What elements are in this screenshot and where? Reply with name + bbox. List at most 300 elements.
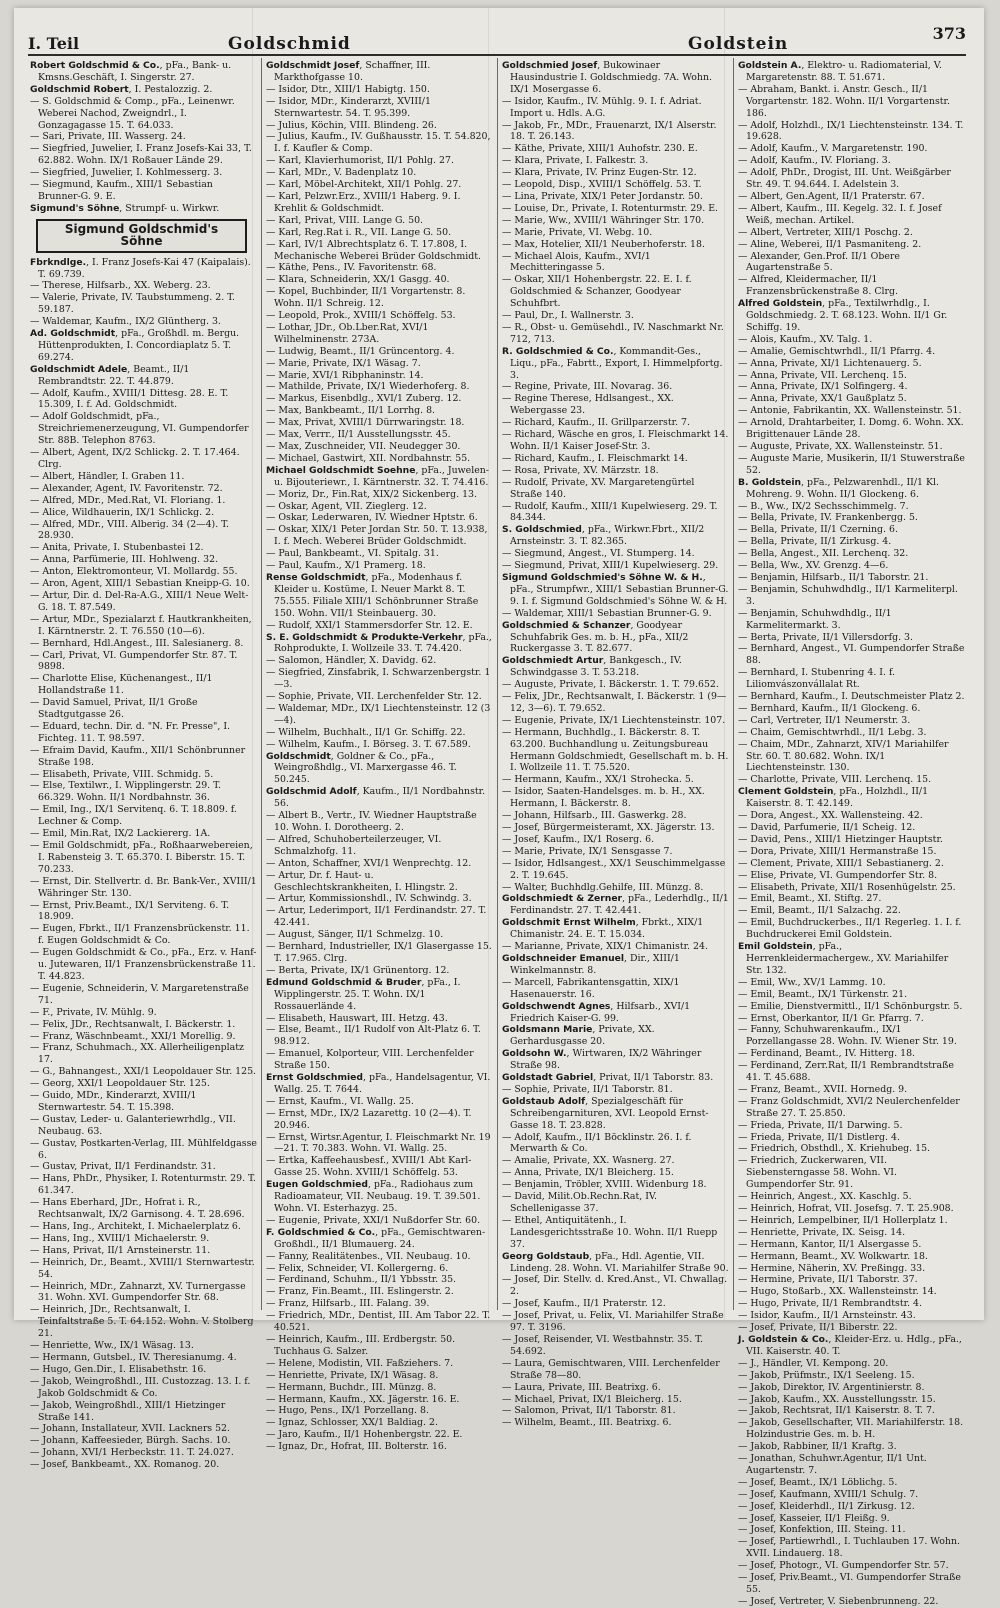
directory-entry: — Fanny, Schuhwarenkaufm., IX/1 Porzellangasse 28. Wohn. IV. Wiener Str. 19. (738, 1024, 957, 1048)
directory-entry: — Johann, Kaffeesieder, Bürgh. Sachs. 10. (30, 1435, 231, 1447)
directory-entry: — Richard, Kaufm., II. Grillparzerstr. 7. (502, 417, 690, 429)
directory-entry: — Josef, Kleiderhdl., II/1 Zirkusg. 12. (738, 1500, 915, 1512)
directory-entry: — Josef, Photogr., VI. Gumpendorfer Str. 57. (738, 1560, 949, 1572)
directory-entry: — Henriette, Private, IX/1 Wäsag. 8. (266, 1369, 439, 1381)
directory-entry: — Eugenie, Private, IX/1 Liechtensteinstr. 107. (502, 714, 726, 726)
directory-entry: — Felix, JDr., Rechtsanwalt, I. Bäckerstr. 1 (9—12, 3—6). T. 79.652. (502, 691, 727, 714)
directory-entry: — Ertka, Kaffeehausbesf., XVIII/1 Abt Karl-Gasse 25. Wohn. XVIII/1 Schöffelg. 53. (266, 1155, 472, 1179)
directory-entry: — Karl, Pelzwr.Erz., XVIII/1 Haberg. 9. I. Krehlit & Goldschmidt. (266, 190, 461, 214)
directory-entry: — Eugenie, Private, XXI/1 Nußdorfer Str. 60. (266, 1214, 481, 1226)
directory-entry: — David, Milit.Ob.Rechn.Rat, IV. Schellenigasse 37. (502, 1191, 658, 1214)
directory-entry: Sigmund Goldschmied's Söhne W. & H., pFa., Strumpfwr., XIII/1 Sebastian Brunner-G. 9. I. f. Sigmund Goldschmied's Söhne W. & H. (502, 571, 729, 607)
directory-entry: — Josef, Vertreter, V. Siebenbrunneng. 22. (738, 1595, 939, 1607)
directory-entry: — Josef, Privat, u. Felix, VI. Mariahilfer Straße 97. T. 3196. (502, 1310, 724, 1334)
directory-entry: — Klara, Schneiderin, XX/1 Gasgg. 40. (266, 274, 450, 286)
directory-entry: — Hermann, Kantor, II/1 Alsergasse 5. (738, 1238, 922, 1250)
directory-entry: — Amalie, Gemischtwrhdl., II/1 Pfarrg. 4. (738, 345, 936, 357)
directory-entry: — Jonathan, Schuhwr.Agentur, II/1 Unt. Augartenstr. 7. (738, 1453, 927, 1476)
directory-entry: — Antonie, Fabrikantin, XX. Wallensteinstr. 51. (738, 405, 962, 417)
directory-entry: — Oskar, Lederwaren, IV. Wiedner Hptstr. 6. (266, 512, 478, 524)
directory-entry: — Waldemar, Kaufm., IX/2 Glüntherg. 3. (30, 316, 221, 328)
directory-entry: — Emanuel, Kolporteur, VIII. Lerchenfelder Straße 150. (266, 1048, 474, 1072)
directory-entry: — F., Private, IV. Mühlg. 9. (30, 1006, 157, 1018)
directory-entry: — Josef, Bürgermeisteramt, XX. Jägerstr. 13. (502, 822, 715, 833)
directory-entry: Goldschmid Robert, I. Pestalozzig. 2. (30, 83, 213, 95)
directory-entry: — Isidor, Hdlsangest., XX/1 Seuschimmelgasse 2. T. 19.645. (502, 857, 726, 881)
directory-entry: — Richard, Kaufm., I. Fleischmarkt 14. (502, 452, 688, 464)
directory-entry: — Artur, Kommissionshdl., IV. Schwindg. 3. (266, 893, 472, 905)
directory-entry: — Josef, Dir. Stellv. d. Kred.Anst., VI. Chwallag. 2. (502, 1274, 728, 1298)
directory-entry: Goldschmid Adolf, Kaufm., II/1 Nordbahnstr. 56. (266, 786, 486, 810)
directory-entry: — Jakob, Kaufm., XX. Ausstellungsstr. 15. (738, 1393, 936, 1405)
directory-entry: — Chaim, Gemischtwrhdl., II/1 Lebg. 3. (738, 726, 927, 738)
directory-entry: — Marcell, Fabrikantensgattin, XIX/1 Hasenauerstr. 16. (502, 976, 680, 1000)
directory-entry: — Gustav, Leder- u. Galanteriewrhdlg., VII. Neubaug. 63. (30, 1113, 236, 1137)
directory-entry: — Albert, Agent, IX/2 Schlickg. 2. T. 17.464. Clrg. (30, 447, 240, 470)
directory-entry: — Leopold, Disp., XVIII/1 Schöffelg. 53. T. (502, 179, 702, 191)
left-running-head: Goldschmid (228, 34, 351, 54)
directory-entry: Goldstaub Adolf, Spezialgeschäft für Schreibengarnituren, XVI. Leopold Ernst-Gasse 18. T. 23.828. (502, 1095, 709, 1131)
directory-entry: — Julius, Kaufm., IV. Gußhausstr. 15. T. 54.820, I. f. Kaufler & Comp. (266, 131, 491, 155)
directory-entry: — Albert B., Vertr., IV. Wiedner Hauptstraße 10. Wohn. I. Dorotheerg. 2. (266, 810, 477, 833)
directory-entry: — Bernhard, Hdl.Angest., III. Salesianerg. 8. (30, 637, 244, 649)
directory-entry: — Hermine, Näherin, XV. Preßingg. 33. (738, 1262, 926, 1274)
directory-entry: — Alfred, Schuhoberteilerzeuger, VI. Schmalzhofg. 11. (266, 833, 442, 857)
directory-entry: — Siegfried, Zinsfabrik, I. Schwarzenbergstr. 1—3. (266, 667, 491, 691)
directory-entry: — Max, Bankbeamt., II/1 Lorrhg. 8. (266, 405, 436, 417)
directory-entry: — Helene, Modistin, VII. Faßziehers. 7. (266, 1357, 454, 1369)
directory-entry: — Laura, Private, III. Beatrixg. 6. (502, 1381, 661, 1393)
directory-entry: — Alexander, Gen.Prof. II/1 Obere Augartenstraße 5. (738, 250, 900, 274)
directory-entry: — Emil, Beamt., II/1 Salzachg. 22. (738, 905, 901, 917)
directory-entry: — Adolf Goldschmidt, pFa., Streichriemenerzeugung, VI. Gumpendorfer Str. 88B. Telephon 8763. (30, 411, 249, 447)
directory-entry: — Alice, Wildhauerin, IX/1 Schlickg. 2. (30, 506, 215, 518)
directory-entry: — Jakob, Gesellschafter, VII. Mariahilferstr. 18. Holzindustrie Ges. m. b. H. (738, 1417, 964, 1441)
directory-entry: — Josef, Partiewrhdl., I. Tuchlauben 17. Wohn. XVII. Lindauerg. 18. (738, 1536, 960, 1560)
directory-entry: — Ernst, Priv.Beamt., IX/1 Serviteng. 6. T. 18.909. (30, 899, 230, 923)
directory-entry: Fbrkndlge., I. Franz Josefs-Kai 47 (Kaipalais). T. 69.739. (30, 256, 251, 280)
directory-entry: — Siegmund, Privat, XIII/1 Kupelwieserg. 29. (502, 560, 719, 572)
directory-entry: — Anna, Private, XI/1 Lichtenauerg. 5. (738, 357, 922, 369)
directory-entry: B. Goldstein, pFa., Pelzwarenhdl., II/1 Kl. Mohreng. 9. Wohn. II/1 Glockeng. 6. (738, 476, 939, 500)
directory-entry: — Georg, XXI/1 Leopoldauer Str. 125. (30, 1078, 210, 1090)
directory-entry: — Adolf, Kaufm., II/1 Böcklinstr. 26. I. f. Merwarth & Co. (502, 1131, 692, 1155)
directory-entry: Goldschmidt, Goldner & Co., pFa., Weingroßhdlg., VI. Marxergasse 46. T. 50.245. (266, 750, 457, 786)
directory-entry: — S. Goldschmid & Comp., pFa., Leinenwr. Weberei Nachod, Zweigndrl., I. Gonzagagasse 15. T. 64.033. (30, 95, 235, 131)
directory-entry: — Clement, Private, XIII/1 Sebastianerg. 2. (738, 857, 944, 869)
directory-entry: — Bella, Private, IV. Frankenbergg. 5. (738, 512, 918, 524)
page-header (28, 20, 966, 56)
directory-entry: — Klara, Private, I. Falkestr. 3. (502, 155, 649, 167)
directory-entry: — Elisabeth, Hauswart, III. Hetzg. 43. (266, 1012, 448, 1024)
directory-entry: — Franz, Wäschnbeamt., XXI/1 Morellig. 9. (30, 1030, 236, 1042)
directory-entry: Goldschmied Josef, Bukowinaer Hausindustrie I. Goldschmiedg. 7A. Wohn. IX/1 Mosergasse 6. (502, 60, 712, 95)
directory-entry: — Isidor, Saaten-Handelsges. m. b. H., XX. Hermann, I. Bäckerstr. 8. (502, 786, 705, 810)
directory-entry: — Jakob, Direktor, IV. Argentinierstr. 8. (738, 1381, 925, 1393)
directory-entry: — Emil, Ww., XV/1 Lammg. 10. (738, 976, 886, 988)
directory-entry: — Anna, Private, VII. Lerchenq. 15. (738, 369, 907, 381)
directory-entry: — Karl, MDr., V. Badenplatz 10. (266, 167, 417, 179)
directory-entry: — Oskar, XIX/1 Peter Jordan Str. 50. T. 13.938, I. f. Mech. Weberei Brüder Goldschmidt. (266, 524, 488, 548)
directory-entry: — G., Bahnangest., XXI/1 Leopoldauer Str. 125. (30, 1066, 257, 1078)
directory-entry: — Josef, Kaufm., II/1 Praterstr. 12. (502, 1298, 666, 1310)
directory-entry: — Hermine, Private, II/1 Taborstr. 37. (738, 1274, 918, 1286)
directory-entry: — Adolf, Kaufm., IV. Floriang. 3. (738, 155, 891, 167)
directory-entry: — Siegfried, Juwelier, I. Kohlmesserg. 3. (30, 167, 223, 179)
directory-entry: — Eugen Goldschmidt & Co., pFa., Erz. v. Hanf- u. Jutewaren, II/1 Franzensbrückenstraße 11. T. 44.823. (30, 947, 257, 982)
directory-entry: — Josef, Konfektion, III. Steing. 11. (738, 1524, 906, 1536)
directory-entry: — Siegmund, Kaufm., XIII/1 Sebastian Brunner-G. 9. E. (30, 179, 213, 202)
directory-entry: — Artur, Lederimport, II/1 Ferdinandstr. 27. T. 42.441. (266, 905, 487, 929)
directory-entry: Georg Goldstaub, pFa., Hdl. Agentie, VII. Lindeng. 28. Wohn. VI. Mariahilfer Straße 90. (502, 1250, 729, 1274)
directory-entry: — Rudolf, Private, XV. Margaretengürtel Straße 140. (502, 476, 695, 500)
directory-column-1 (26, 58, 262, 1471)
directory-entry: — Frieda, Private, II/1 Distlerg. 4. (738, 1131, 900, 1143)
directory-entry: — August, Sänger, II/1 Schmelzg. 10. (266, 929, 444, 941)
directory-entry: — Dora, Private, XIII/1 Hermanstraße 15. (738, 845, 937, 857)
directory-entry: — Anton, Elektromonteur, VI. Mollardg. 55. (30, 566, 238, 578)
directory-entry: — David, Pens., XIII/1 Hietzinger Hauptstr. (738, 833, 943, 845)
directory-entry: — Bella, Angest., XII. Lerchenq. 32. (738, 548, 909, 560)
directory-entry: Goldschmiedt & Zerner, pFa., Lederhdlg., II/1 Ferdinandstr. 27. T. 42.441. (502, 893, 729, 917)
directory-entry: S. Goldschmied, pFa., Wirkwr.Fbrt., XII/2 Arnsteinstr. 3. T. 82.365. (502, 524, 705, 548)
directory-entry: — Gustav, Privat, II/1 Ferdinandstr. 31. (30, 1161, 216, 1173)
directory-entry: — Albert, Kaufm., III. Kegelg. 32. I. f. Josef Weiß, mechan. Artikel. (738, 202, 942, 226)
directory-entry: — Ernst, Oberkantor, II/1 Gr. Pfarrg. 7. (738, 1012, 924, 1024)
directory-entry: — Josef, Kaufm., IX/1 Roserg. 6. (502, 833, 655, 845)
directory-entry: — Siegmund, Angest., VI. Stumperg. 14. (502, 548, 695, 560)
directory-entry: — Aline, Weberei, II/1 Pasmaniteng. 2. (738, 238, 922, 250)
directory-entry: Goldschmit Ernst Wilhelm, Fbrkt., XIX/1 Chimanistr. 24. E. T. 15.034. (502, 917, 704, 941)
directory-entry: — Emil, Ing., IX/1 Servitenq. 6. T. 18.809. f. Lechner & Comp. (30, 804, 237, 828)
directory-entry: — Alois, Kaufm., XV. Talg. 1. (738, 333, 873, 345)
directory-entry: — Ernst, Wirtsr.Agentur, I. Fleischmarkt Nr. 19—21. T. 70.383. Wohn. VI. Wallg. 25. (266, 1131, 491, 1155)
directory-entry: — Albert, Händler, I. Graben 11. (30, 470, 185, 482)
directory-entry: — Hermann, Buchhdlg., I. Bäckerstr. 8. T. 63.200. Buchhandlung u. Zeitungsbureau Hermann Goldschmiedt, Gesellschaft m. b. H. I. Wollzeile 11. T. 75.520. (502, 726, 729, 774)
directory-entry: — Guido, MDr., Kinderarzt, XVIII/1 Sternwartestr. 54. T. 15.398. (30, 1090, 197, 1113)
directory-entry: — Else, Beamt., II/1 Rudolf von Alt-Platz 6. T. 98.912. (266, 1024, 481, 1048)
directory-entry: — Alexander, Agent, IV. Favoritenstr. 72. (30, 482, 223, 494)
directory-entry: — Regine Therese, Hdlsangest., XX. Webergasse 23. (502, 393, 674, 417)
directory-entry: — Franz Goldschmidt, XVI/2 Neulerchenfelder Straße 27. T. 25.850. (738, 1095, 960, 1119)
directory-entry: — Max, Privat, XVIII/1 Dürrwaringstr. 18. (266, 417, 465, 429)
directory-entry: — Heinrich, Dr., Beamt., XVIII/1 Sternwartestr. 54. (30, 1256, 255, 1280)
right-running-head: Goldstein (688, 34, 789, 54)
directory-entry: — Isidor, Dtr., XIII/1 Habigtg. 150. (266, 83, 430, 95)
directory-entry: — Chaim, MDr., Zahnarzt, XIV/1 Mariahilfer Str. 60. T. 80.682. Wohn. IX/1 Liechtensteinstr. 130. (738, 738, 949, 774)
directory-entry: Goldsmann Marie, Private, XX. Gerhardusgasse 20. (502, 1024, 655, 1048)
directory-entry: — Artur, Dr. f. Haut- u. Geschlechtskrankheiten, I. Hlingstr. 2. (266, 869, 458, 893)
directory-entry: — Henriette, Private, IX. Seisg. 14. (738, 1226, 906, 1238)
directory-entry: Robert Goldschmid & Co., pFa., Bank- u. Kmsns.Geschäft, I. Singerstr. 27. (30, 60, 232, 83)
directory-entry: — Isidor, Kaufm., IV. Mühlg. 9. I. f. Adriat. Import u. Hdls. A.G. (502, 95, 702, 119)
directory-entry: — Valerie, Private, IV. Taubstummeng. 2. T. 59.187. (30, 292, 236, 316)
directory-column-4 (734, 58, 970, 1607)
directory-entry: — Ignaz, Schlosser, XX/1 Baldiag. 2. (266, 1417, 438, 1429)
directory-entry: Ad. Goldschmidt, pFa., Großhdl. m. Bergu. Hüttenprodukten, I. Concordiaplatz 5. T. 69.274. (30, 328, 240, 363)
directory-entry: — Josef, Beamt., IX/1 Löblichg. 5. (738, 1476, 898, 1488)
directory-entry: — Jaro, Kaufm., II/1 Hohenbergstr. 22. E. (266, 1429, 463, 1441)
directory-entry: — Heinrich, Kaufm., III. Erdbergstr. 50. Tuchhaus G. Salzer. (266, 1333, 456, 1357)
directory-entry: — Waldemar, MDr., IX/1 Liechtensteinstr. 12 (3—4). (266, 702, 491, 726)
directory-entry: — Charlotte, Private, VIII. Lerchenq. 15. (738, 774, 932, 786)
directory-entry: — Bernhard, Kaufm., I. Deutschmeister Platz 2. (738, 691, 965, 703)
directory-entry: — Ludwig, Beamt., II/1 Grüncentorg. 4. (266, 345, 455, 357)
directory-entry: — Aron, Agent, XIII/1 Sebastian Kneipp-G. 10. (30, 578, 250, 590)
directory-entry: Emil Goldstein, pFa., Herrenkleidermachergew., XV. Mariahilfer Str. 132. (738, 941, 949, 976)
directory-entry: — Elisabeth, Private, VIII. Schmidg. 5. (30, 768, 214, 780)
directory-columns (26, 58, 972, 1607)
directory-entry: — Alfred, Kleidermacher, II/1 Franzensbrückenstraße 8. Clrg. (738, 274, 898, 298)
directory-entry: — Anna, Parfümerie, III. Hohlweng. 32. (30, 554, 219, 566)
directory-entry: — Eduard, techn. Dir. d. "N. Fr. Presse", I. Fichteg. 11. T. 98.597. (30, 720, 231, 744)
directory-entry: — Lothar, JDr., Ob.Lber.Rat, XVI/1 Wilhelminenstr. 273A. (266, 321, 429, 345)
directory-entry: — Berta, Private, IX/1 Grünentorg. 12. (266, 964, 450, 976)
directory-entry: — Isidor, MDr., Kinderarzt, XVIII/1 Sternwartestr. 54. T. 95.399. (266, 95, 431, 119)
directory-entry: R. Goldschmied & Co., Kommandit-Ges., Liqu., pFa., Fabrtt., Export, I. Himmelpfortg. 3. (502, 345, 723, 381)
directory-entry: — Heinrich, Angest., XX. Kaschlg. 5. (738, 1191, 912, 1203)
directory-entry: — Ignaz, Dr., Hofrat, III. Bolterstr. 16. (266, 1441, 447, 1453)
directory-entry: Edmund Goldschmid & Bruder, pFa., I. Wipplingerstr. 25. T. Wohn. IX/1 Rossauerlände 4. (266, 976, 461, 1012)
page-number: 373 (932, 24, 966, 43)
directory-entry: — Adolf, Kaufm., XVIII/1 Dittesg. 28. E. T. 15.309, I. f. Ad. Goldschmidt. (30, 387, 229, 411)
directory-entry: — Laura, Gemischtwaren, VIII. Lerchenfelder Straße 78—80. (502, 1357, 720, 1381)
directory-entry: — Heinrich, Lempelbiner, II/1 Hollerplatz 1. (738, 1214, 948, 1226)
directory-entry: Goldsohn W., Wirtwaren, IX/2 Währinger Straße 98. (502, 1048, 702, 1072)
directory-entry: — Max, Hotelier, XII/1 Neuberhoferstr. 18. (502, 238, 705, 250)
directory-entry: — Johann, Hilfsarb., III. Gaswerkg. 28. (502, 810, 687, 822)
directory-entry: Alfred Goldstein, pFa., Textilwrhdlg., I. Goldschmiedg. 2. T. 68.123. Wohn. II/1 Gr. Schiffg. 19. (738, 298, 948, 333)
directory-entry: — Karl, Privat, VIII. Lange G. 50. (266, 214, 424, 226)
directory-entry: — Jakob, Rechtsrat, II/1 Kaiserstr. 8. T. 7. (738, 1405, 935, 1417)
directory-entry: Goldschwendt Agnes, Hilfsarb., XVI/1 Friedrich Kaiser-G. 99. (502, 1000, 691, 1024)
directory-entry: — Josef, Kaufmann, XVIII/1 Schulg. 7. (738, 1488, 919, 1500)
directory-entry: Goldschmidt Josef, Schaffner, III. Markthofgasse 10. (266, 60, 431, 83)
directory-entry: — Amalie, Private, XX. Wasnerg. 27. (502, 1155, 675, 1167)
directory-entry: — Paul, Kaufm., X/1 Pramerg. 18. (266, 560, 426, 572)
directory-entry: J. Goldstein & Co., Kleider-Erz. u. Hdlg., pFa., VII. Kaiserstr. 40. T. (738, 1333, 962, 1357)
directory-entry: Goldschmiedt Artur, Bankgesch., IV. Schwindgasse 3. T. 53.218. (502, 655, 682, 679)
directory-entry: — David Samuel, Privat, II/1 Große Stadtgutgasse 26. (30, 697, 198, 721)
directory-entry: — Sophie, Private, II/1 Taborstr. 81. (502, 1083, 673, 1095)
directory-entry: — Kopel, Buchbinder, II/1 Vorgartenstr. 8. Wohn. II/1 Schreig. 12. (266, 286, 466, 310)
directory-entry: — Michael Alois, Kaufm., XVI/1 Mechitteringasse 5. (502, 250, 651, 274)
directory-entry: — Julius, Köchin, VIII. Blindeng. 26. (266, 119, 437, 131)
directory-entry: — Else, Textilwr., I. Wipplingerstr. 29. T. 66.329. Wohn. II/1 Nordbahnstr. 36. (30, 780, 221, 804)
directory-entry: — Efraim David, Kaufm., XII/1 Schönbrunner Straße 198. (30, 744, 246, 768)
directory-entry: — Wilhelm, Kaufm., I. Börseg. 3. T. 67.589. (266, 738, 471, 750)
directory-entry: — Anna, Private, IX/1 Solfingerg. 4. (738, 381, 908, 393)
directory-entry: — Sari, Private, III. Wasserg. 24. (30, 131, 186, 143)
advert-box: Sigmund Goldschmid's Söhne (36, 219, 247, 253)
directory-column-2 (262, 58, 498, 1453)
directory-entry: — Lina, Private, XIX/1 Peter Jordanstr. 50. (502, 190, 703, 202)
directory-entry: — Adolf, Kaufm., V. Margaretenstr. 190. (738, 143, 928, 155)
directory-entry: — Auguste, Private, I. Bäckerstr. 1. T. 79.652. (502, 679, 719, 691)
directory-entry: — Johann, Installateur, XVII. Lackners 52. (30, 1423, 231, 1435)
directory-entry: Goldstein A., Elektro- u. Radiomaterial, V. Margaretenstr. 88. T. 51.671. (738, 60, 942, 83)
directory-entry: — Henriette, Ww., IX/1 Wäsag. 13. (30, 1340, 194, 1352)
directory-entry: — Hermann, Buchdr., III. Münzg. 8. (266, 1381, 437, 1393)
directory-entry: — Richard, Wäsche en gros, I. Fleischmarkt 14. Wohn. II/1 Kaiser Josef-Str. 3. (502, 429, 729, 452)
directory-entry: — Felix, JDr., Rechtsanwalt, I. Bäckerstr. 1. (30, 1018, 236, 1030)
directory-entry: — Anna, Private, XX/1 Gaußplatz 5. (738, 393, 907, 405)
directory-entry: — Franz, Fin.Beamt., III. Eslingerstr. 2. (266, 1286, 454, 1298)
directory-entry: — Regine, Private, III. Novarag. 36. (502, 381, 673, 393)
directory-entry: Ernst Goldschmied, pFa., Handelsagentur, VI. Wallg. 25. T. 7644. (266, 1072, 491, 1095)
directory-entry: — Ernst, Dir. Stellvertr. d. Br. Bank-Ver., XVIII/1 Währinger Str. 130. (30, 875, 257, 899)
directory-entry: Rense Goldschmidt, pFa., Modenhaus f. Kleider u. Kostüme, I. Neuer Markt 8. T. 75.555. Filiale XIII/1 Schönbrunner Straße 150. Wohn. VII/1 Steinbauerg. 30. (266, 571, 479, 619)
directory-entry: — Ferdinand, Zerr.Rat, II/1 Rembrandtstraße 41. T. 45.688. (738, 1060, 954, 1084)
directory-entry: — Oskar, XII/1 Hohenbergstr. 22. E. I. f. Goldschmied & Schanzer, Goodyear Schuhfbrt. (502, 274, 692, 310)
directory-entry: — Bernhard, Angest., VI. Gumpendorfer Straße 88. (738, 643, 965, 667)
directory-entry: — Charlotte Elise, Küchenangest., II/1 Hollandstraße 11. (30, 673, 213, 697)
directory-entry: — Heinrich, Hofrat, VII. Josefsg. 7. T. 25.908. (738, 1203, 954, 1214)
directory-entry: — Marie, XVI/1 Ribphaninstr. 14. (266, 369, 424, 381)
directory-entry: — Rosa, Private, XV. Märzstr. 18. (502, 464, 659, 476)
directory-entry: — Rudolf, Kaufm., XIII/1 Kupelwieserg. 29. T. 84.344. (502, 500, 718, 524)
directory-entry: — Jakob, Weingroßhdl., III. Custozzag. 13. I. f. Jakob Goldschmidt & Co. (30, 1375, 251, 1399)
directory-entry: — Jakob, Fr., MDr., Frauenarzt, IX/1 Alserstr. 18. T. 26.143. (502, 119, 717, 143)
directory-entry: — Waldemar, XIII/1 Sebastian Brunner-G. 9. (502, 607, 712, 619)
directory-entry: — Josef, Reisender, VI. Westbahnstr. 35. T. 54.692. (502, 1333, 704, 1357)
part-label: I. Teil (28, 34, 80, 53)
directory-entry: — Anna, Private, IX/1 Bleicherg. 15. (502, 1167, 674, 1179)
directory-entry: — Abraham, Bankt. i. Anstr. Gesch., II/1 Vorgartenstr. 182. Wohn. II/1 Vorgartenstr. 186. (738, 83, 950, 119)
directory-entry: S. E. Goldschmidt & Produkte-Verkehr, pFa., Rohprodukte, I. Wollzeile 33. T. 74.420. (266, 631, 492, 655)
directory-entry: — Anton, Schaffner, XVI/1 Wenprechtg. 12. (266, 857, 472, 869)
directory-entry: — Benjamin, Tröbler, XVIII. Widenburg 18. (502, 1179, 707, 1191)
directory-entry: — Hans, Privat, II/1 Arnsteinerstr. 11. (30, 1244, 211, 1256)
directory-entry: — Hermann, Kaufm., XX. Jägerstr. 16. E. (266, 1393, 460, 1405)
directory-entry: — Walter, Buchhdlg.Gehilfe, III. Münzg. 8. (502, 881, 704, 893)
directory-entry: — Adolf, Holzhdl., IX/1 Liechtensteinstr. 134. T. 19.628. (738, 119, 964, 143)
directory-entry: — Bernhard, Kaufm., II/1 Glockeng. 6. (738, 702, 921, 714)
directory-entry: — Benjamin, Schuhwdhdlg., II/1 Karmelitermarkt. 3. (738, 607, 892, 631)
directory-entry: — Hans Eberhard, JDr., Hofrat i. R., Rechtsanwalt, IX/2 Garnisong. 4. T. 28.696. (30, 1197, 245, 1221)
directory-entry: — Moriz, Dr., Fin.Rat, XIX/2 Sickenberg. 13. (266, 488, 477, 500)
directory-entry: — Michael, Gastwirt, XII. Nordbahnstr. 55. (266, 452, 471, 464)
directory-entry: — Franz, Beamt., XVII. Hornedg. 9. (738, 1083, 908, 1095)
directory-entry: — Markus, Eisenbdlg., XVI/1 Zuberg. 12. (266, 393, 462, 405)
directory-entry: — Hans, Ing., Architekt, I. Michaelerplatz 6. (30, 1221, 241, 1232)
directory-entry: — Hermann, Kaufm., XX/1 Strohecka. 5. (502, 774, 694, 786)
directory-entry: — Elise, Private, VI. Gumpendorfer Str. 8. (738, 869, 938, 881)
directory-entry: — Hermann, Beamt., XV. Wolkwartr. 18. (738, 1250, 928, 1262)
directory-entry: — Alfred, MDr., Med.Rat, VI. Floriang. 1. (30, 494, 226, 506)
directory-entry: — Artur, Dir. d. Del-Ra-A.G., XIII/1 Neue Welt-G. 18. T. 87.549. (30, 589, 249, 613)
directory-entry: — Hermann, Gutsbel., IV. Theresianumg. 4. (30, 1351, 237, 1363)
directory-entry: — Franz, Schuhmach., XX. Allerheiligenplatz 17. (30, 1042, 244, 1066)
directory-entry: — Marianne, Private, XIX/1 Chimanistr. 24. (502, 941, 708, 953)
directory-entry: — Hugo, Private, II/1 Rembrandtstr. 4. (738, 1298, 922, 1310)
directory-entry: — Emil, Beamt., XI. Stiftg. 27. (738, 893, 882, 905)
directory-entry: — Auguste Marie, Musikerin, II/1 Stuwerstraße 52. (738, 452, 965, 476)
directory-entry: — Oskar, Agent, VII. Zieglerg. 12. (266, 500, 427, 512)
directory-entry: — Bernhard, I. Stubenring 4. I. f. Liliomvászonvállalat Rt. (738, 667, 896, 691)
directory-entry: — Friedrich, Zuckerwaren, VII. Siebensterngasse 58. Wohn. VI. Gumpendorfer Str. 91. (738, 1155, 897, 1191)
directory-column-3 (498, 58, 734, 1429)
directory-entry: — Jakob, Rabbiner, II/1 Kraftg. 3. (738, 1441, 897, 1453)
directory-entry: — J., Händler, VI. Kempong. 20. (738, 1357, 889, 1369)
directory-entry: — Gustav, Postkarten-Verlag, III. Mühlfeldgasse 6. (30, 1137, 257, 1161)
directory-entry: — Johann, XVI/1 Herbeckstr. 11. T. 24.027. (30, 1447, 234, 1459)
directory-entry: — David, Parfumerie, II/1 Scheig. 12. (738, 822, 916, 833)
directory-entry: — Benjamin, Hilfsarb., II/1 Taborstr. 21. (738, 571, 929, 583)
directory-entry: — Hugo, Pens., IX/1 Porzellang. 8. (266, 1405, 429, 1417)
directory-entry: F. Goldschmied & Co., pFa., Gemischtwaren-Großhdl., II/1 Blumauerg. 24. (266, 1226, 486, 1250)
directory-entry: — Hans, PhDr., Physiker, I. Rotenturmstr. 29. T. 61.347. (30, 1173, 256, 1197)
directory-entry: Goldschmied & Schanzer, Goodyear Schuhfabrik Ges. m. b. H., pFa., XII/2 Ruckergasse 3. T. 82.677. (502, 619, 689, 655)
directory-entry: — Wilhelm, Buchhalt., II/1 Gr. Schiffg. 22. (266, 726, 466, 738)
directory-entry: Eugen Goldschmied, pFa., Radiohaus zum Radioamateur, VII. Neubaug. 19. T. 39.501. Wohn. VI. Esterhazyg. 25. (266, 1179, 481, 1214)
directory-entry: — Josef, Private, II/1 Biberstr. 22. (738, 1322, 898, 1334)
directory-entry: — Heinrich, MDr., Zahnarzt, XV. Turnergasse 31. Wohn. XVI. Gumpendorfer Str. 68. (30, 1280, 246, 1304)
directory-entry: — Käthe, Private, XIII/1 Auhofstr. 230. E. (502, 143, 698, 155)
directory-entry: — Berta, Private, II/1 Villersdorfg. 3. (738, 631, 913, 643)
directory-entry: — Ferdinand, Schuhm., II/1 Ybbsstr. 35. (266, 1274, 457, 1286)
directory-entry: — Eugen, Fbrkt., II/1 Franzensbrückenstr. 11. f. Eugen Goldschmidt & Co. (30, 923, 250, 947)
directory-entry: Goldschneider Emanuel, Dir., XIII/1 Winkelmannstr. 8. (502, 952, 680, 976)
directory-entry: — Michael, Privat, IX/1 Bleicherg. 15. (502, 1393, 682, 1405)
directory-entry: — Friedrich, Obsthdl., X. Kriehubeg. 15. (738, 1143, 931, 1155)
directory-entry: — Albert, Gen.Agent, II/1 Praterstr. 67. (738, 190, 925, 202)
directory-entry: — Elisabeth, Private, XII/1 Rosenhügelstr. 25. (738, 881, 956, 893)
directory-entry: — Marie, Private, VI. Webg. 10. (502, 226, 653, 238)
directory-entry: — Bernhard, Industrieller, IX/1 Glasergasse 15. T. 17.965. Clrg. (266, 941, 492, 964)
directory-entry: — Mathilde, Private, IX/1 Wiederhoferg. 8. (266, 381, 470, 393)
directory-entry: — Franz, Hilfsarb., III. Falang. 39. (266, 1298, 430, 1310)
directory-entry: — Karl, Möbel-Architekt, XII/1 Pohlg. 27. (266, 179, 462, 191)
directory-entry: — Josef, Priv.Beamt., VI. Gumpendorfer Straße 55. (738, 1572, 961, 1595)
directory-entry: — Fanny, Realitätenbes., VII. Neubaug. 10. (266, 1250, 471, 1262)
directory-entry: — Emil, Buchdruckerbes., II/1 Regerleg. 1. I. f. Buchdruckerei Emil Goldstein. (738, 917, 962, 941)
directory-entry: — Louise, Dr., Private, I. Rotenturmstr. 29. E. (502, 202, 719, 214)
directory-entry: — Ethel, Antiquitätenh., I. Landesgerichtsstraße 10. Wohn. II/1 Ruepp 37. (502, 1214, 718, 1250)
directory-entry: — Alfred, MDr., VIII. Alberig. 34 (2—4). T. 28.930. (30, 518, 230, 542)
directory-entry: — Marie, Private, IX/1 Sensgasse 7. (502, 845, 673, 857)
directory-entry: — Rudolf, XXI/1 Stammersdorfer Str. 12. E. (266, 619, 473, 631)
directory-entry: Michael Goldschmidt Soehne, pFa., Juwelen- u. Bijouteriewr., I. Kärntnerstr. 32. T. 74.416. (266, 464, 489, 488)
directory-entry: Goldschmidt Adele, Beamt., II/1 Rembrandtstr. 22. T. 44.879. (30, 363, 190, 387)
directory-entry: — Jakob, Weingroßhdl., XIII/1 Hietzinger Straße 141. (30, 1399, 226, 1423)
directory-entry: — Carl, Vertreter, II/1 Neumerstr. 3. (738, 714, 911, 726)
directory-entry: — Jakob, Prüfmstr., IX/1 Seeleng. 15. (738, 1369, 915, 1381)
directory-entry: — Frieda, Private, II/1 Darwing. 5. (738, 1119, 903, 1131)
directory-entry: — Karl, Klavierhumorist, II/1 Pohlg. 27. (266, 155, 454, 167)
directory-entry: — R., Obst- u. Gemüsehdl., IV. Naschmarkt Nr. 712, 713. (502, 321, 724, 345)
directory-entry: — Auguste, Private, XX. Wallensteinstr. 51. (738, 441, 943, 452)
directory-entry: — Max, Verrr., II/1 Ausstellungsstr. 45. (266, 429, 451, 441)
directory-entry: — Arnold, Drahtarbeiter, I. Domg. 6. Wohn. XX. Brigittenauer Lände 28. (738, 417, 964, 441)
directory-entry: — Salomon, Händler, X. Davidg. 62. (266, 655, 437, 667)
directory-entry: — Isidor, Kaufm., II/1 Arnsteinstr. 43. (738, 1310, 916, 1322)
directory-page (14, 8, 984, 1607)
directory-entry: — Heinrich, JDr., Rechtsanwalt, I. Teinfaltstraße 5. T. 64.152. Wohn. V. Stolberg 21. (30, 1304, 254, 1340)
directory-entry: — Bella, Private, II/1 Zirkusg. 4. (738, 536, 892, 548)
directory-entry: Goldstadt Gabriel, Privat, II/1 Taborstr. 83. (502, 1072, 714, 1084)
directory-entry: — Carl, Privat, VI. Gumpendorfer Str. 87. T. 9898. (30, 649, 238, 673)
directory-entry: — Emil, Beamt., IX/1 Türkenstr. 21. (738, 988, 908, 1000)
directory-entry: — Max, Zuschneider, VII. Neudegger 30. (266, 441, 461, 452)
directory-entry: — Paul, Bankbeamt., VI. Spitalg. 31. (266, 548, 439, 560)
directory-entry: — Eugenie, Schneiderin, V. Margaretenstraße 71. (30, 982, 249, 1006)
directory-entry: — Karl, IV/1 Albrechtsplatz 6. T. 17.808, I. Mechanische Weberei Brüder Goldschmidt. (266, 238, 481, 262)
directory-entry: — Felix, Schneider, VI. Kollergerng. 6. (266, 1262, 449, 1274)
directory-entry: — Leopold, Prok., XVIII/1 Schöffelg. 53. (266, 310, 456, 322)
directory-entry: — Albert, Vertreter, XIII/1 Poschg. 2. (738, 226, 913, 238)
directory-entry: — Wilhelm, Beamt., III. Beatrixg. 6. (502, 1417, 672, 1429)
